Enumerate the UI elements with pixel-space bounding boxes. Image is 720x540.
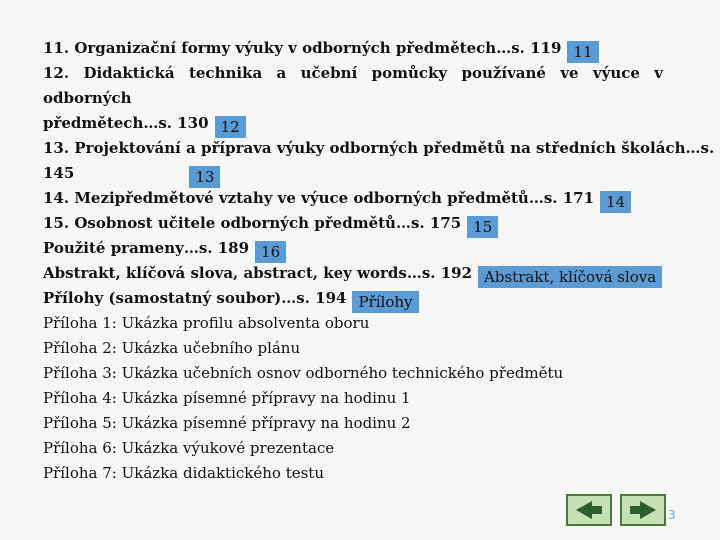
toc-entry-text: 14. Mezipředmětové vztahy ve výuce odborných předmětů…s. 171 [43,189,595,207]
forward-button[interactable] [620,494,666,526]
toc-line [43,336,663,361]
toc-entry-text: Příloha 7: Ukázka didaktického testu [43,464,324,482]
toc-line [43,61,663,111]
toc-entry-text: Přílohy (samostatný soubor)…s. 194 [43,289,347,307]
toc-line [43,261,663,286]
toc-entry-text: Abstrakt, klíčová slova, abstract, key words…s. 192 [43,264,473,282]
toc-line [43,286,663,311]
toc-entry-text: 145 [43,164,75,182]
toc-entry-text: předmětech…s. 130 [43,114,209,132]
toc-link-button[interactable]: 14 [600,191,631,213]
toc-line [43,111,663,136]
toc-line [43,36,663,61]
toc-line [43,211,663,236]
toc-entry-text: Příloha 1: Ukázka profilu absolventa oboru [43,314,370,332]
toc-link-button[interactable]: 12 [215,116,246,138]
toc-line [43,311,663,336]
toc-entry-text: 13. Projektování a příprava výuky odborných předmětů na středních školách…s. [43,139,715,157]
right-arrow-icon [628,500,658,520]
toc-line [43,386,663,411]
toc-entry-text: Použité prameny…s. 189 [43,239,250,257]
toc-entry-text: Příloha 5: Ukázka písemné přípravy na hodinu 2 [43,414,411,432]
toc-entry-text: Příloha 4: Ukázka písemné přípravy na hodinu 1 [43,389,411,407]
toc-line [43,236,663,261]
toc-line [43,461,663,486]
toc-entry-text: Příloha 2: Ukázka učebního plánu [43,339,301,357]
toc-entry-text: Příloha 3: Ukázka učebních osnov odborného technického předmětu [43,364,564,382]
toc-link-button[interactable]: 13 [189,166,220,188]
toc-line [43,436,663,461]
toc-line [43,136,715,161]
table-of-contents [43,36,715,486]
toc-link-button[interactable]: 11 [567,41,598,63]
toc-entry-text: 11. Organizační formy výuky v odborných předmětech…s. 119 [43,39,562,57]
back-button[interactable] [566,494,612,526]
left-arrow-icon [574,500,604,520]
toc-entry-text: 12. Didaktická technika a učební pomůcky používané ve výuce v odborných [43,64,663,107]
toc-line [43,186,663,211]
toc-line [43,411,663,436]
toc-link-button[interactable]: Abstrakt, klíčová slova [478,266,662,288]
toc-link-button[interactable]: Přílohy [352,291,418,313]
page-number: 3 [668,508,676,522]
toc-line [43,161,663,186]
toc-entry-text: Příloha 6: Ukázka výukové prezentace [43,439,335,457]
toc-line [43,361,663,386]
toc-link-button[interactable]: 15 [467,216,498,238]
toc-entry-text: 15. Osobnost učitele odborných předmětů…s. 175 [43,214,462,232]
toc-link-button[interactable]: 16 [255,241,286,263]
